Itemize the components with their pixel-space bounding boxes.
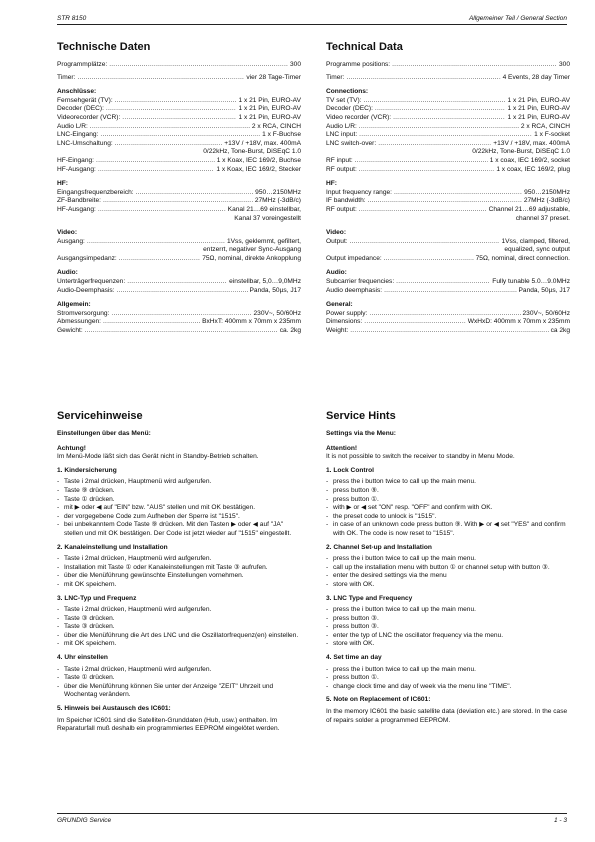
list-item: - press the i button twice to call up the main menu.: [326, 665, 476, 673]
spec-row: ZF-Bandbreite: ..... 27MHz (-3dB/c): [57, 197, 301, 206]
list-item: - in case of an unknown code press button ⑨. With ▶ or ◀ set "YES" and confirm with OK. The code is now reset to "1515".: [326, 521, 566, 537]
section-title: Allgemeiner Teil / General Section: [468, 15, 567, 22]
list-item: - change clock time and day of week via the menu line "TIME".: [326, 682, 512, 690]
list-item: - press button ①.: [326, 495, 379, 503]
step-heading: 2. Channel Set-up and Installation: [326, 543, 432, 551]
attention-label: Achtung!: [57, 444, 86, 452]
spec-group-heading: HF:: [57, 180, 68, 188]
list-item: - Taste i 2mal drücken, Hauptmenü wird aufgerufen.: [57, 478, 212, 486]
servicehinweise-section: [57, 410, 301, 734]
spec-row: Eingangsfrequenzbereich: ..... 950…2150MHz: [57, 189, 301, 198]
spec-row: Audio deemphasis: ..... Panda, 50µs, J17: [326, 287, 570, 296]
step-heading: 3. LNC-Typ und Frequenz: [57, 594, 137, 602]
page-footer: [57, 813, 567, 824]
section-heading: Service Hints: [326, 410, 396, 422]
spec-row: LNC-Umschaltung: ..... +13V / +18V, max. 400mA: [57, 140, 301, 149]
spec-row: Audio L/R: ..... 2 x RCA, CINCH: [57, 123, 301, 132]
page-number: 1 - 3: [553, 817, 567, 824]
section-heading: Technical Data: [326, 41, 403, 53]
list-item: - Taste i 2mal drücken, Hauptmenü wird aufgerufen.: [57, 555, 212, 563]
list-item: - enter the desired settings via the menu: [326, 572, 447, 580]
list-item: - store with OK.: [326, 580, 375, 588]
step-heading: 5. Note on Replacement of IC601:: [326, 696, 431, 704]
spec-row: Abmessungen: ..... BxHxT: 400mm x 70mm x 235mm: [57, 318, 301, 327]
subheading: Settings via the Menu:: [326, 430, 396, 437]
list-item: - mit OK speichern.: [57, 640, 117, 648]
spec-row: Unterträgerfrequenzen: ..... einstellbar, 5,0…9,0MHz: [57, 278, 301, 287]
spec-row: Input frequency range: ..... 950…2150MHz: [326, 189, 570, 198]
list-item: - press the i button twice to call up the main menu.: [326, 478, 476, 486]
list-item: - enter the typ of LNC the oscillator frequency via the menu.: [326, 631, 504, 639]
spec-row: Ausgangsimpedanz: ..... 75Ω, nominal, direkte Ankopplung: [57, 255, 301, 264]
spec-continuation: channel 37 preset.: [515, 214, 570, 222]
step-heading: 4. Set time an day: [326, 654, 382, 662]
spec-continuation: 0/22kHz, Tone-Burst, DiSEqC 1.0: [203, 148, 301, 156]
list-item: - Taste ⑨ drücken.: [57, 486, 115, 494]
spec-group-heading: Audio:: [326, 269, 347, 277]
step-heading: 1. Lock Control: [326, 466, 374, 474]
spec-row: LNC-Eingang: ..... 1 x F-Buchse: [57, 131, 301, 140]
spec-group-heading: Connections:: [326, 88, 369, 96]
spec-row: Timer: ..... vier 28 Tage-Timer: [57, 74, 301, 83]
service-hints-section: [326, 410, 570, 725]
list-item: - über die Menüführung gewünschte Einstellungen vornehmen.: [57, 572, 244, 580]
spec-row: Decoder (DEC): ..... 1 x 21 Pin, EURO-AV: [326, 105, 570, 114]
list-item: - call up the installation menu with button ① or channel setup with button ③.: [326, 563, 550, 571]
spec-continuation: equalized, sync output: [504, 246, 570, 254]
technical-data-section: [326, 41, 570, 336]
spec-row: Gewicht: ..... ca. 2kg: [57, 327, 301, 336]
list-item: - über die Menüführung können Sie unter der Anzeige "ZEIT" Uhrzeit und Wochentag verändern.: [57, 682, 274, 699]
model-number: STR 8150: [57, 15, 87, 22]
spec-row: RF output: ..... Channel 21…69 adjustable,: [326, 206, 570, 215]
spec-row: RF output: ..... 1 x coax, IEC 169/2, plug: [326, 166, 570, 175]
list-item: - Taste ③ drücken.: [57, 614, 115, 622]
list-item: - Taste i 2mal drücken, Hauptmenü wird aufgerufen.: [57, 606, 212, 614]
list-item: - press the i button twice to call up the main menu.: [326, 555, 476, 563]
list-item: - the preset code to unlock is "1515".: [326, 512, 437, 520]
list-item: - über die Menüführung die Art des LNC und die Oszillatorfrequenz(en) einstellen.: [57, 631, 299, 639]
attention-text: It is not possible to switch the receiver to standby in Menu Mode.: [326, 453, 515, 461]
list-item: - with ▶ or ◀ set "ON" resp. "OFF" and confirm with OK.: [326, 504, 493, 512]
attention-label: Attention!: [326, 444, 358, 452]
spec-row: Weight: ..... ca 2kg: [326, 327, 570, 336]
step-heading: 2. Kanaleinstellung und Installation: [57, 543, 168, 551]
spec-row: HF-Ausgang: ..... Kanal 21…69 einstellbar,: [57, 206, 301, 215]
spec-group-heading: Video:: [57, 229, 78, 237]
spec-row: LNC input: ..... 1 x F-socket: [326, 131, 570, 140]
spec-row: Programmplätze: ..... 300: [57, 61, 301, 70]
spec-row: Ausgang: ..... 1Vss, geklemmt, gefiltert,: [57, 238, 301, 247]
spec-row: Dimensions: ..... WxHxD: 400mm x 70mm x 235mm: [326, 318, 570, 327]
step-heading: 3. LNC Type and Frequency: [326, 594, 413, 602]
spec-row: Decoder (DEC): ..... 1 x 21 Pin, EURO-AV: [57, 105, 301, 114]
spec-continuation: entzerrt, negativer Sync-Ausgang: [203, 246, 301, 254]
list-item: - press button ①.: [326, 674, 379, 682]
list-item: - Taste ① drücken.: [57, 495, 115, 503]
spec-row: HF-Eingang: ..... 1 x Koax, IEC 169/2, Buchse: [57, 157, 301, 166]
spec-group-heading: Allgemein:: [57, 301, 91, 309]
list-item: - store with OK.: [326, 640, 375, 648]
spec-row: HF-Ausgang: ..... 1 x Koax, IEC 169/2, Stecker: [57, 166, 301, 175]
spec-row: Fernsehgerät (TV): ..... 1 x 21 Pin, EURO-AV: [57, 97, 301, 106]
list-item: - Taste i 2mal drücken, Hauptmenü wird aufgerufen.: [57, 665, 212, 673]
spec-row: RF input: ..... 1 x coax, IEC 169/2, socket: [326, 157, 570, 166]
list-item: - press button ③.: [326, 623, 379, 631]
section-heading: Technische Daten: [57, 41, 151, 53]
spec-row: Video recorder (VCR): ..... 1 x 21 Pin, EURO-AV: [326, 114, 570, 123]
note-text: In the memory IC601 the basic satellite data (deviation etc.) are stored. In the case of repairs solder a programmed EEPROM.: [326, 708, 568, 724]
spec-row: Audio-Deemphasis: ..... Panda, 50µs, J17: [57, 287, 301, 296]
spec-group-heading: Anschlüsse:: [57, 88, 97, 96]
spec-group-heading: Audio:: [57, 269, 78, 277]
spec-row: Programme positions: ..... 300: [326, 61, 570, 70]
spec-row: TV set (TV): ..... 1 x 21 Pin, EURO-AV: [326, 97, 570, 106]
spec-row: Output impedance: ..... 75Ω, nominal, direct connection.: [326, 255, 570, 264]
spec-continuation: Kanal 37 voreingestellt: [234, 214, 301, 222]
list-item: - Installation mit Taste ① oder Kanaleinstellungen mit Taste ③ aufrufen.: [57, 563, 268, 571]
spec-row: LNC switch-over: ..... +13V / +18V, max. 400mA: [326, 140, 570, 149]
list-item: - Taste ③ drücken.: [57, 623, 115, 631]
step-heading: 5. Hinweis bei Austausch des IC601:: [57, 705, 171, 713]
spec-row: Subcarrier frequencies: ..... Fully tunable 5.0…9.0MHz: [326, 278, 570, 287]
spec-row: Audio L/R: ..... 2 x RCA, CINCH: [326, 123, 570, 132]
step-heading: 4. Uhr einstellen: [57, 654, 108, 662]
spec-group-heading: HF:: [326, 180, 337, 188]
footer-brand: GRUNDIG Service: [57, 817, 112, 824]
spec-row: Stromversorgung: ..... 230V~, 50/60Hz: [57, 310, 301, 319]
spec-row: Output: ..... 1Vss, clamped, filtered,: [326, 238, 570, 247]
subheading: Einstellungen über das Menü:: [57, 430, 151, 437]
list-item: - press the i button twice to call up the main menu.: [326, 606, 476, 614]
list-item: - press button ⑨.: [326, 486, 379, 494]
list-item: - Taste ① drücken.: [57, 674, 115, 682]
page-header: [57, 12, 567, 25]
attention-text: Im Menü-Mode läßt sich das Gerät nicht in Standby-Betrieb schalten.: [57, 453, 259, 461]
list-item: - mit ▶ oder ◀ auf "EIN" bzw. "AUS" stellen und mit OK bestätigen.: [57, 504, 256, 512]
spec-group-heading: Video:: [326, 229, 347, 237]
list-item: - press button ③.: [326, 614, 379, 622]
spec-row: Timer: ..... 4 Events, 28 day Timer: [326, 74, 570, 83]
list-item: - mit OK speichern.: [57, 580, 117, 588]
spec-row: IF bandwidth: ..... 27MHz (-3dB/c): [326, 197, 570, 206]
spec-group-heading: General:: [326, 301, 353, 309]
spec-continuation: 0/22kHz, Tone-Burst, DiSEqC 1.0: [472, 148, 570, 156]
note-text: Im Speicher IC601 sind die Satelliten-Grunddaten (Hub, usw.) enthalten. Im Reparaturfall muß deshalb ein programmiertes EEPROM eingelötet werden.: [57, 716, 280, 733]
list-item: - bei unbekanntem Code Taste ⑨ drücken. Mit den Tasten ▶ oder ◀ auf "JA" stellen und mit OK bestätigen. Der Code ist jetzt wieder auf "1515" eingestellt.: [57, 521, 292, 537]
section-heading: Servicehinweise: [57, 410, 143, 422]
technische-daten-section: [57, 41, 301, 336]
spec-row: Videorecorder (VCR): ..... 1 x 21 Pin, EURO-AV: [57, 114, 301, 123]
step-heading: 1. Kindersicherung: [57, 466, 117, 474]
list-item: - der vorgegebene Code zum Aufheben der Sperre ist "1515".: [57, 512, 240, 520]
spec-row: Power supply: ..... 230V~, 50/60Hz: [326, 310, 570, 319]
